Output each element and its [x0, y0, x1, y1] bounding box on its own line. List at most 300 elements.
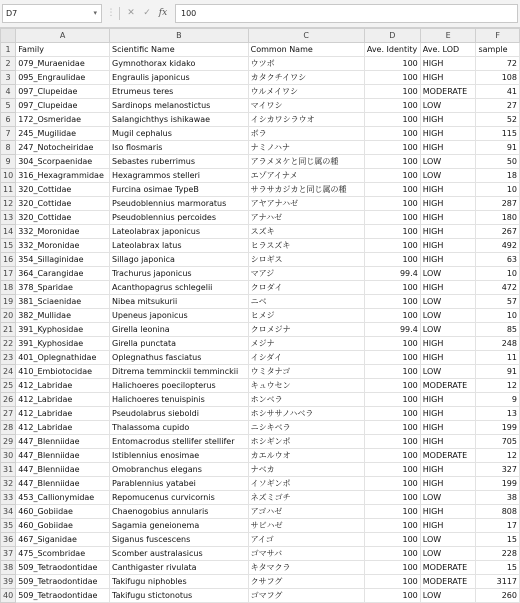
cell-e33[interactable]: LOW [420, 491, 476, 505]
row-header[interactable]: 25 [1, 379, 16, 393]
cell-e32[interactable]: HIGH [420, 477, 476, 491]
cell-d25[interactable]: 100 [364, 379, 420, 393]
cell-b26[interactable]: Halichoeres tenuispinis [110, 393, 249, 407]
cell-c19[interactable]: ニベ [248, 295, 364, 309]
row-header[interactable]: 17 [1, 267, 16, 281]
cell-e36[interactable]: LOW [420, 533, 476, 547]
cell-d21[interactable]: 99.4 [364, 323, 420, 337]
cell-b1[interactable]: Scientific Name [110, 43, 249, 57]
cell-f29[interactable]: 705 [476, 435, 520, 449]
cell-b10[interactable]: Hexagrammos stelleri [110, 169, 249, 183]
cell-b9[interactable]: Sebastes ruberrimus [110, 155, 249, 169]
row-header[interactable]: 16 [1, 253, 16, 267]
cell-c31[interactable]: ナベカ [248, 463, 364, 477]
cell-c26[interactable]: ホンベラ [248, 393, 364, 407]
cell-a3[interactable]: 095_Engraulidae [16, 71, 110, 85]
row-header[interactable]: 11 [1, 183, 16, 197]
cell-d34[interactable]: 100 [364, 505, 420, 519]
cell-c15[interactable]: ヒラスズキ [248, 239, 364, 253]
row-header[interactable]: 12 [1, 197, 16, 211]
cell-e9[interactable]: LOW [420, 155, 476, 169]
cell-b29[interactable]: Entomacrodus stellifer stellifer [110, 435, 249, 449]
cell-c22[interactable]: メジナ [248, 337, 364, 351]
cell-a11[interactable]: 320_Cottidae [16, 183, 110, 197]
chevron-down-icon[interactable]: ▾ [93, 9, 97, 17]
cell-c12[interactable]: アヤアナハゼ [248, 197, 364, 211]
cell-a16[interactable]: 354_Sillaginidae [16, 253, 110, 267]
cell-e30[interactable]: MODERATE [420, 449, 476, 463]
cell-d18[interactable]: 100 [364, 281, 420, 295]
cell-d4[interactable]: 100 [364, 85, 420, 99]
cell-a32[interactable]: 447_Blenniidae [16, 477, 110, 491]
cell-c1[interactable]: Common Name [248, 43, 364, 57]
cell-a9[interactable]: 304_Scorpaenidae [16, 155, 110, 169]
cell-c13[interactable]: アナハゼ [248, 211, 364, 225]
cell-b14[interactable]: Lateolabrax japonicus [110, 225, 249, 239]
cell-e7[interactable]: HIGH [420, 127, 476, 141]
cell-c9[interactable]: アラメヌケと同じ属の種 [248, 155, 364, 169]
cell-a1[interactable]: Family [16, 43, 110, 57]
cell-c37[interactable]: ゴマサバ [248, 547, 364, 561]
row-header[interactable]: 6 [1, 113, 16, 127]
cell-c28[interactable]: ニシキベラ [248, 421, 364, 435]
cancel-icon[interactable]: ✕ [127, 8, 135, 18]
cell-b34[interactable]: Chaenogobius annularis [110, 505, 249, 519]
table-row [1, 491, 520, 505]
cell-c23[interactable]: イシダイ [248, 351, 364, 365]
cell-f13[interactable]: 180 [476, 211, 520, 225]
row-header[interactable]: 39 [1, 575, 16, 589]
cell-e2[interactable]: HIGH [420, 57, 476, 71]
cell-e13[interactable]: HIGH [420, 211, 476, 225]
cell-a27[interactable]: 412_Labridae [16, 407, 110, 421]
cell-c32[interactable]: イソギンポ [248, 477, 364, 491]
cell-a6[interactable]: 172_Osmeridae [16, 113, 110, 127]
cell-e8[interactable]: HIGH [420, 141, 476, 155]
cell-e16[interactable]: HIGH [420, 253, 476, 267]
cell-c10[interactable]: エゾアイナメ [248, 169, 364, 183]
cell-e29[interactable]: HIGH [420, 435, 476, 449]
cell-e18[interactable]: HIGH [420, 281, 476, 295]
cell-e5[interactable]: LOW [420, 99, 476, 113]
cell-b35[interactable]: Sagamia geneionema [110, 519, 249, 533]
cell-e17[interactable]: LOW [420, 267, 476, 281]
cell-b25[interactable]: Halichoeres poecilopterus [110, 379, 249, 393]
column-header-b[interactable]: B [110, 29, 249, 43]
cell-d31[interactable]: 100 [364, 463, 420, 477]
cell-c36[interactable]: アイゴ [248, 533, 364, 547]
cell-f2[interactable]: 72 [476, 57, 520, 71]
cell-b36[interactable]: Siganus fuscescens [110, 533, 249, 547]
row-header[interactable]: 2 [1, 57, 16, 71]
cell-e6[interactable]: HIGH [420, 113, 476, 127]
cell-e22[interactable]: HIGH [420, 337, 476, 351]
table-row [1, 505, 520, 519]
cell-a34[interactable]: 460_Gobiidae [16, 505, 110, 519]
row-header[interactable]: 27 [1, 407, 16, 421]
cell-d23[interactable]: 100 [364, 351, 420, 365]
row-header[interactable]: 26 [1, 393, 16, 407]
cell-f16[interactable]: 63 [476, 253, 520, 267]
cell-c5[interactable]: マイワシ [248, 99, 364, 113]
cell-d32[interactable]: 100 [364, 477, 420, 491]
cell-b23[interactable]: Oplegnathus fasciatus [110, 351, 249, 365]
cell-e37[interactable]: LOW [420, 547, 476, 561]
cell-c25[interactable]: キュウセン [248, 379, 364, 393]
formula-input[interactable]: 100 [175, 4, 518, 23]
row-header[interactable]: 31 [1, 463, 16, 477]
more-options-icon[interactable]: ⋮ [106, 8, 116, 18]
cell-f23[interactable]: 11 [476, 351, 520, 365]
cell-d24[interactable]: 100 [364, 365, 420, 379]
cell-c30[interactable]: カエルウオ [248, 449, 364, 463]
cell-f7[interactable]: 115 [476, 127, 520, 141]
column-header-f[interactable]: F [476, 29, 520, 43]
cell-b7[interactable]: Mugil cephalus [110, 127, 249, 141]
cell-d16[interactable]: 100 [364, 253, 420, 267]
cell-b20[interactable]: Upeneus japonicus [110, 309, 249, 323]
cell-d11[interactable]: 100 [364, 183, 420, 197]
cell-d28[interactable]: 100 [364, 421, 420, 435]
row-header[interactable]: 8 [1, 141, 16, 155]
cell-e27[interactable]: HIGH [420, 407, 476, 421]
cell-c8[interactable]: ナミノハナ [248, 141, 364, 155]
cell-b8[interactable]: Iso flosmaris [110, 141, 249, 155]
cell-f30[interactable]: 12 [476, 449, 520, 463]
cell-f26[interactable]: 9 [476, 393, 520, 407]
cell-f32[interactable]: 199 [476, 477, 520, 491]
cell-a38[interactable]: 509_Tetraodontidae [16, 561, 110, 575]
cell-d33[interactable]: 100 [364, 491, 420, 505]
cell-b17[interactable]: Trachurus japonicus [110, 267, 249, 281]
cell-e35[interactable]: HIGH [420, 519, 476, 533]
cell-e28[interactable]: HIGH [420, 421, 476, 435]
cell-c33[interactable]: ネズミゴチ [248, 491, 364, 505]
row-header[interactable]: 14 [1, 225, 16, 239]
row-header[interactable]: 9 [1, 155, 16, 169]
select-all-corner[interactable] [1, 29, 16, 43]
row-header[interactable]: 35 [1, 519, 16, 533]
cell-b28[interactable]: Thalassoma cupido [110, 421, 249, 435]
table-row [1, 407, 520, 421]
cell-a29[interactable]: 447_Blenniidae [16, 435, 110, 449]
cell-a5[interactable]: 097_Clupeidae [16, 99, 110, 113]
cell-b33[interactable]: Repomucenus curvicornis [110, 491, 249, 505]
cell-e24[interactable]: LOW [420, 365, 476, 379]
cell-f38[interactable]: 15 [476, 561, 520, 575]
cell-e40[interactable]: LOW [420, 589, 476, 603]
cell-a14[interactable]: 332_Moronidae [16, 225, 110, 239]
cell-f3[interactable]: 108 [476, 71, 520, 85]
cell-a18[interactable]: 378_Sparidae [16, 281, 110, 295]
cell-f22[interactable]: 248 [476, 337, 520, 351]
cell-d1[interactable]: Ave. Identity [364, 43, 420, 57]
cell-b27[interactable]: Pseudolabrus sieboldi [110, 407, 249, 421]
cell-c38[interactable]: キタマクラ [248, 561, 364, 575]
row-header[interactable]: 3 [1, 71, 16, 85]
cell-c7[interactable]: ボラ [248, 127, 364, 141]
table-row [1, 295, 520, 309]
row-header[interactable]: 34 [1, 505, 16, 519]
cell-b11[interactable]: Furcina osimae TypeB [110, 183, 249, 197]
row-header[interactable]: 28 [1, 421, 16, 435]
cell-d40[interactable]: 100 [364, 589, 420, 603]
cell-d9[interactable]: 100 [364, 155, 420, 169]
cell-a4[interactable]: 097_Clupeidae [16, 85, 110, 99]
cell-d15[interactable]: 100 [364, 239, 420, 253]
cell-a15[interactable]: 332_Moronidae [16, 239, 110, 253]
cell-b22[interactable]: Girella punctata [110, 337, 249, 351]
row-header[interactable]: 33 [1, 491, 16, 505]
cell-b6[interactable]: Salangichthys ishikawae [110, 113, 249, 127]
cell-c21[interactable]: クロメジナ [248, 323, 364, 337]
cell-d26[interactable]: 100 [364, 393, 420, 407]
cell-a23[interactable]: 401_Oplegnathidae [16, 351, 110, 365]
cell-e10[interactable]: LOW [420, 169, 476, 183]
cell-a26[interactable]: 412_Labridae [16, 393, 110, 407]
cell-b24[interactable]: Ditrema temminckii temminckii [110, 365, 249, 379]
cell-c3[interactable]: カタクチイワシ [248, 71, 364, 85]
row-header[interactable]: 19 [1, 295, 16, 309]
cell-f25[interactable]: 12 [476, 379, 520, 393]
cell-f36[interactable]: 15 [476, 533, 520, 547]
cell-b12[interactable]: Pseudoblennius marmoratus [110, 197, 249, 211]
cell-e20[interactable]: LOW [420, 309, 476, 323]
cell-d39[interactable]: 100 [364, 575, 420, 589]
cell-f28[interactable]: 199 [476, 421, 520, 435]
cell-b31[interactable]: Omobranchus elegans [110, 463, 249, 477]
cell-e14[interactable]: HIGH [420, 225, 476, 239]
cell-d17[interactable]: 99.4 [364, 267, 420, 281]
cell-e39[interactable]: MODERATE [420, 575, 476, 589]
cell-d22[interactable]: 100 [364, 337, 420, 351]
cell-e26[interactable]: HIGH [420, 393, 476, 407]
cell-b18[interactable]: Acanthopagrus schlegelii [110, 281, 249, 295]
sheet-body [1, 43, 520, 603]
cell-a12[interactable]: 320_Cottidae [16, 197, 110, 211]
cell-c34[interactable]: アゴハゼ [248, 505, 364, 519]
cell-f31[interactable]: 327 [476, 463, 520, 477]
cell-c14[interactable]: スズキ [248, 225, 364, 239]
cell-d12[interactable]: 100 [364, 197, 420, 211]
row-header[interactable]: 10 [1, 169, 16, 183]
cell-d14[interactable]: 100 [364, 225, 420, 239]
cell-f9[interactable]: 50 [476, 155, 520, 169]
cell-f17[interactable]: 10 [476, 267, 520, 281]
cell-f10[interactable]: 18 [476, 169, 520, 183]
cell-c40[interactable]: ゴマフグ [248, 589, 364, 603]
cell-b13[interactable]: Pseudoblennius percoides [110, 211, 249, 225]
cell-d10[interactable]: 100 [364, 169, 420, 183]
cell-f40[interactable]: 260 [476, 589, 520, 603]
row-header[interactable]: 20 [1, 309, 16, 323]
cell-a39[interactable]: 509_Tetraodontidae [16, 575, 110, 589]
cell-b2[interactable]: Gymnothorax kidako [110, 57, 249, 71]
cell-c2[interactable]: ウツボ [248, 57, 364, 71]
row-header[interactable]: 5 [1, 99, 16, 113]
cell-b40[interactable]: Takifugu stictonotus [110, 589, 249, 603]
row-header[interactable]: 4 [1, 85, 16, 99]
cell-a10[interactable]: 316_Hexagrammidae [16, 169, 110, 183]
cell-a20[interactable]: 382_Mullidae [16, 309, 110, 323]
cell-f24[interactable]: 91 [476, 365, 520, 379]
cell-d36[interactable]: 100 [364, 533, 420, 547]
cell-e12[interactable]: HIGH [420, 197, 476, 211]
cell-b32[interactable]: Parablennius yatabei [110, 477, 249, 491]
cell-e4[interactable]: MODERATE [420, 85, 476, 99]
cell-c39[interactable]: クサフグ [248, 575, 364, 589]
cell-f4[interactable]: 41 [476, 85, 520, 99]
cell-d35[interactable]: 100 [364, 519, 420, 533]
table-row [1, 379, 520, 393]
cell-a13[interactable]: 320_Cottidae [16, 211, 110, 225]
cell-f39[interactable]: 3117 [476, 575, 520, 589]
cell-c6[interactable]: イシカワシラウオ [248, 113, 364, 127]
cell-d30[interactable]: 100 [364, 449, 420, 463]
cell-a2[interactable]: 079_Muraenidae [16, 57, 110, 71]
cell-c16[interactable]: シロギス [248, 253, 364, 267]
cell-b30[interactable]: Istiblennius enosimae [110, 449, 249, 463]
cell-e1[interactable]: Ave. LOD [420, 43, 476, 57]
row-header[interactable]: 29 [1, 435, 16, 449]
cell-a25[interactable]: 412_Labridae [16, 379, 110, 393]
row-header[interactable]: 37 [1, 547, 16, 561]
row-header[interactable]: 18 [1, 281, 16, 295]
insert-function-icon[interactable]: fx [158, 8, 168, 18]
row-header[interactable]: 15 [1, 239, 16, 253]
cell-a22[interactable]: 391_Kyphosidae [16, 337, 110, 351]
row-header[interactable]: 1 [1, 43, 16, 57]
cell-a31[interactable]: 447_Blenniidae [16, 463, 110, 477]
cell-b3[interactable]: Engraulis japonicus [110, 71, 249, 85]
cell-e3[interactable]: HIGH [420, 71, 476, 85]
cell-b39[interactable]: Takifugu niphobles [110, 575, 249, 589]
cell-c17[interactable]: マアジ [248, 267, 364, 281]
cell-f15[interactable]: 492 [476, 239, 520, 253]
cell-f6[interactable]: 52 [476, 113, 520, 127]
cell-a40[interactable]: 509_Tetraodontidae [16, 589, 110, 603]
cell-e19[interactable]: LOW [420, 295, 476, 309]
row-header[interactable]: 36 [1, 533, 16, 547]
cell-c35[interactable]: サビハゼ [248, 519, 364, 533]
cell-e25[interactable]: MODERATE [420, 379, 476, 393]
row-header[interactable]: 38 [1, 561, 16, 575]
cell-f8[interactable]: 91 [476, 141, 520, 155]
row-header[interactable]: 13 [1, 211, 16, 225]
cell-f12[interactable]: 287 [476, 197, 520, 211]
cell-c20[interactable]: ヒメジ [248, 309, 364, 323]
column-header-d[interactable]: D [364, 29, 420, 43]
cell-f19[interactable]: 57 [476, 295, 520, 309]
cell-b15[interactable]: Lateolabrax latus [110, 239, 249, 253]
cell-a7[interactable]: 245_Mugilidae [16, 127, 110, 141]
cell-d3[interactable]: 100 [364, 71, 420, 85]
cell-e31[interactable]: HIGH [420, 463, 476, 477]
row-header[interactable]: 7 [1, 127, 16, 141]
cell-b37[interactable]: Scomber australasicus [110, 547, 249, 561]
cell-c18[interactable]: クロダイ [248, 281, 364, 295]
cell-a28[interactable]: 412_Labridae [16, 421, 110, 435]
cell-d37[interactable]: 100 [364, 547, 420, 561]
cell-f5[interactable]: 27 [476, 99, 520, 113]
cell-c4[interactable]: ウルメイワシ [248, 85, 364, 99]
row-header[interactable]: 23 [1, 351, 16, 365]
cell-a35[interactable]: 460_Gobiidae [16, 519, 110, 533]
cell-a30[interactable]: 447_Blenniidae [16, 449, 110, 463]
cell-a24[interactable]: 410_Embiotocidae [16, 365, 110, 379]
cell-e21[interactable]: LOW [420, 323, 476, 337]
cell-e15[interactable]: HIGH [420, 239, 476, 253]
cell-e11[interactable]: HIGH [420, 183, 476, 197]
cell-a36[interactable]: 467_Siganidae [16, 533, 110, 547]
cell-d7[interactable]: 100 [364, 127, 420, 141]
column-header-c[interactable]: C [248, 29, 364, 43]
cell-d8[interactable]: 100 [364, 141, 420, 155]
column-header-a[interactable]: A [16, 29, 110, 43]
cell-a19[interactable]: 381_Sciaenidae [16, 295, 110, 309]
cell-f33[interactable]: 38 [476, 491, 520, 505]
enter-icon[interactable]: ✓ [143, 8, 151, 18]
cell-a21[interactable]: 391_Kyphosidae [16, 323, 110, 337]
cell-b19[interactable]: Nibea mitsukurii [110, 295, 249, 309]
cell-c29[interactable]: ホシギンポ [248, 435, 364, 449]
cell-f37[interactable]: 228 [476, 547, 520, 561]
cell-c11[interactable]: サラサカジカと同じ属の種 [248, 183, 364, 197]
cell-f1[interactable]: sample [476, 43, 520, 57]
cell-f20[interactable]: 10 [476, 309, 520, 323]
cell-d38[interactable]: 100 [364, 561, 420, 575]
cell-b21[interactable]: Girella leonina [110, 323, 249, 337]
cell-a17[interactable]: 364_Carangidae [16, 267, 110, 281]
cell-d2[interactable]: 100 [364, 57, 420, 71]
cell-f14[interactable]: 267 [476, 225, 520, 239]
cell-d6[interactable]: 100 [364, 113, 420, 127]
cell-b16[interactable]: Sillago japonica [110, 253, 249, 267]
cell-e34[interactable]: HIGH [420, 505, 476, 519]
row-header[interactable]: 21 [1, 323, 16, 337]
cell-e38[interactable]: MODERATE [420, 561, 476, 575]
name-box[interactable] [2, 4, 102, 23]
cell-f34[interactable]: 808 [476, 505, 520, 519]
cell-f11[interactable]: 10 [476, 183, 520, 197]
cell-f21[interactable]: 85 [476, 323, 520, 337]
cell-d29[interactable]: 100 [364, 435, 420, 449]
cell-d27[interactable]: 100 [364, 407, 420, 421]
cell-c24[interactable]: ウミタナゴ [248, 365, 364, 379]
cell-b38[interactable]: Canthigaster rivulata [110, 561, 249, 575]
cell-a37[interactable]: 475_Scombridae [16, 547, 110, 561]
row-header[interactable]: 22 [1, 337, 16, 351]
cell-a33[interactable]: 453_Callionymidae [16, 491, 110, 505]
cell-e23[interactable]: HIGH [420, 351, 476, 365]
cell-d5[interactable]: 100 [364, 99, 420, 113]
row-header[interactable]: 30 [1, 449, 16, 463]
cell-f27[interactable]: 13 [476, 407, 520, 421]
cell-f18[interactable]: 472 [476, 281, 520, 295]
cell-c27[interactable]: ホシササノハベラ [248, 407, 364, 421]
cell-f35[interactable]: 17 [476, 519, 520, 533]
cell-d19[interactable]: 100 [364, 295, 420, 309]
cell-a8[interactable]: 247_Notocheiridae [16, 141, 110, 155]
cell-d20[interactable]: 100 [364, 309, 420, 323]
row-header[interactable]: 24 [1, 365, 16, 379]
cell-d13[interactable]: 100 [364, 211, 420, 225]
cell-b5[interactable]: Sardinops melanostictus [110, 99, 249, 113]
cell-b4[interactable]: Etrumeus teres [110, 85, 249, 99]
row-header[interactable]: 40 [1, 589, 16, 603]
column-header-e[interactable]: E [420, 29, 476, 43]
row-header[interactable]: 32 [1, 477, 16, 491]
